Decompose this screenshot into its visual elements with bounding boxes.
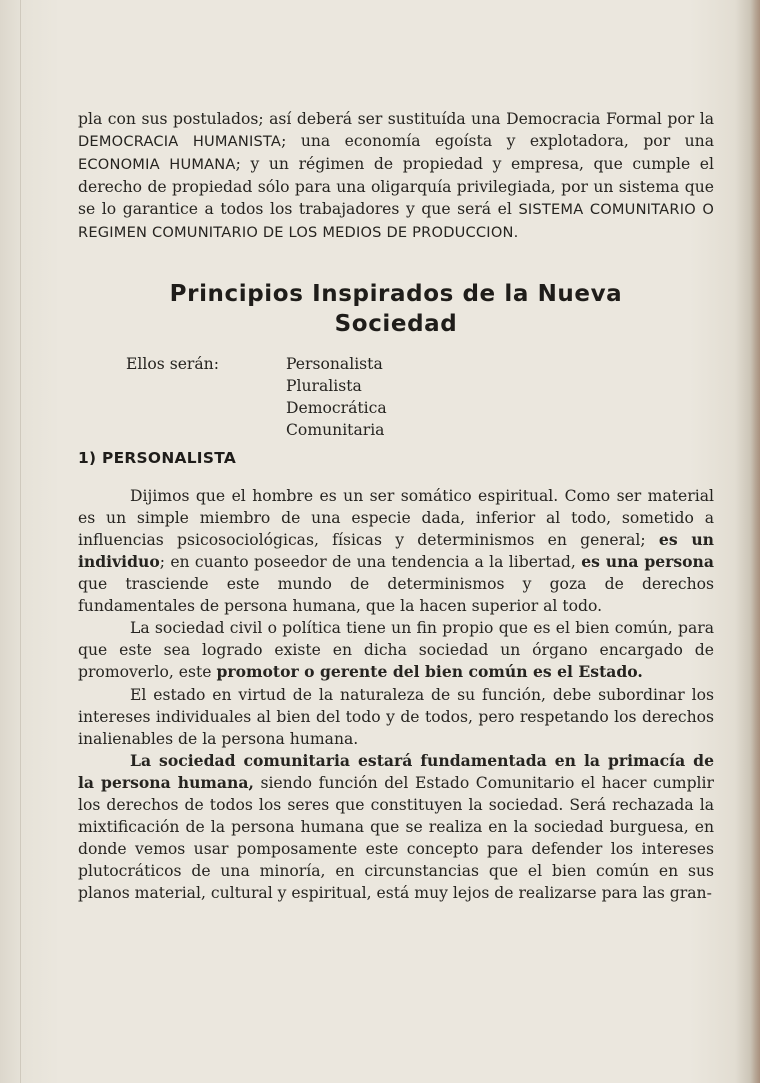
p1-text-3: que trasciende este mundo de determinismos y goza de derechos fundamentales de persona humana, que la hacen superior al todo.: [78, 575, 714, 616]
p1-bold-1: es un individuo: [78, 529, 714, 571]
intro-caps-2: ECONOMIA HUMANA: [78, 156, 236, 174]
p1-text-2: ; en cuanto poseedor de una tendencia a la libertad,: [159, 552, 582, 571]
p2-text-1: La sociedad civil o política tiene un fin propio que es el bien común, para que este sea logrado existe en dicha sociedad un órgano encargado de promoverlo, este: [78, 619, 714, 682]
subsection-title: 1) PERSONALISTA: [78, 448, 237, 467]
intro-paragraph: [78, 108, 714, 245]
p3-text-1: El estado en virtud de la naturaleza de su función, debe subordinar los intereses individuales al bien del todo y de todos, pero respetando los derechos inalienables de la persona humana.: [78, 685, 714, 748]
page-text: [78, 108, 714, 904]
intro-text-3: ; y un régimen de propiedad y empresa, que cumple el derecho de propiedad sólo para una oligarquía privilegiada, por un sistema que se lo garantice a todos los trabajadores y que será el: [78, 155, 714, 219]
list-item: Comunitaria: [286, 420, 385, 439]
intro-text-1: pla con sus postulados; así deberá ser sustituída una Democracia Formal por la: [78, 110, 714, 128]
p4-text-1: siendo función del Estado Comunitario el hacer cumplir los derechos de todos los seres que constituyen la sociedad. Será rechazada la mixtificación de la persona humana que se realiza en la sociedad burguesa, en donde vemos usar pomposamente este concepto para defender los intereses plutocráticos de una minoría, en circunstancias que el bien común en sus planos material, cultural y espiritual, está muy lejos de realizarse para las gran-: [78, 773, 714, 903]
list-item: Democrática: [286, 398, 387, 417]
list-item: Personalista: [286, 354, 383, 373]
heading-line-1: Principios Inspirados de la Nueva: [169, 280, 623, 307]
page-fold-line: [20, 0, 21, 1083]
list-item: Pluralista: [286, 376, 362, 395]
p4-bold-1: La sociedad comunitaria estará fundamentada en la primacía de la persona humana,: [78, 750, 714, 792]
principles-list: [286, 353, 387, 441]
body-paragraph-2: [78, 617, 714, 683]
p1-text-1: Dijimos que el hombre es un ser somático espiritual. Como ser material es un simple miembro de una especie dada, inferior al todo, sometido a influencias psicosociológicas, físicas y determinismos en general;: [78, 486, 714, 549]
section-heading: [78, 279, 714, 339]
intro-caps-3: SISTEMA COMUNITARIO O REGIMEN COMUNITARIO DE LOS MEDIOS DE PRODUCCION.: [78, 201, 715, 242]
body-paragraph-3: [78, 684, 714, 750]
intro-text-2: ; una economía egoísta y explotadora, por una: [281, 132, 714, 151]
list-intro: Ellos serán:: [126, 354, 219, 373]
body-paragraph-1: [78, 485, 714, 618]
p1-bold-2: es una persona: [581, 551, 714, 571]
body-paragraph-4: [78, 750, 714, 905]
page-edge-shadow: [750, 0, 760, 1083]
heading-line-2: Sociedad: [334, 310, 458, 337]
p2-bold-1: promotor o gerente del bien común es el Estado.: [216, 662, 643, 682]
principles-list-block: [78, 353, 714, 441]
intro-caps-1: DEMOCRACIA HUMANISTA: [78, 133, 282, 151]
